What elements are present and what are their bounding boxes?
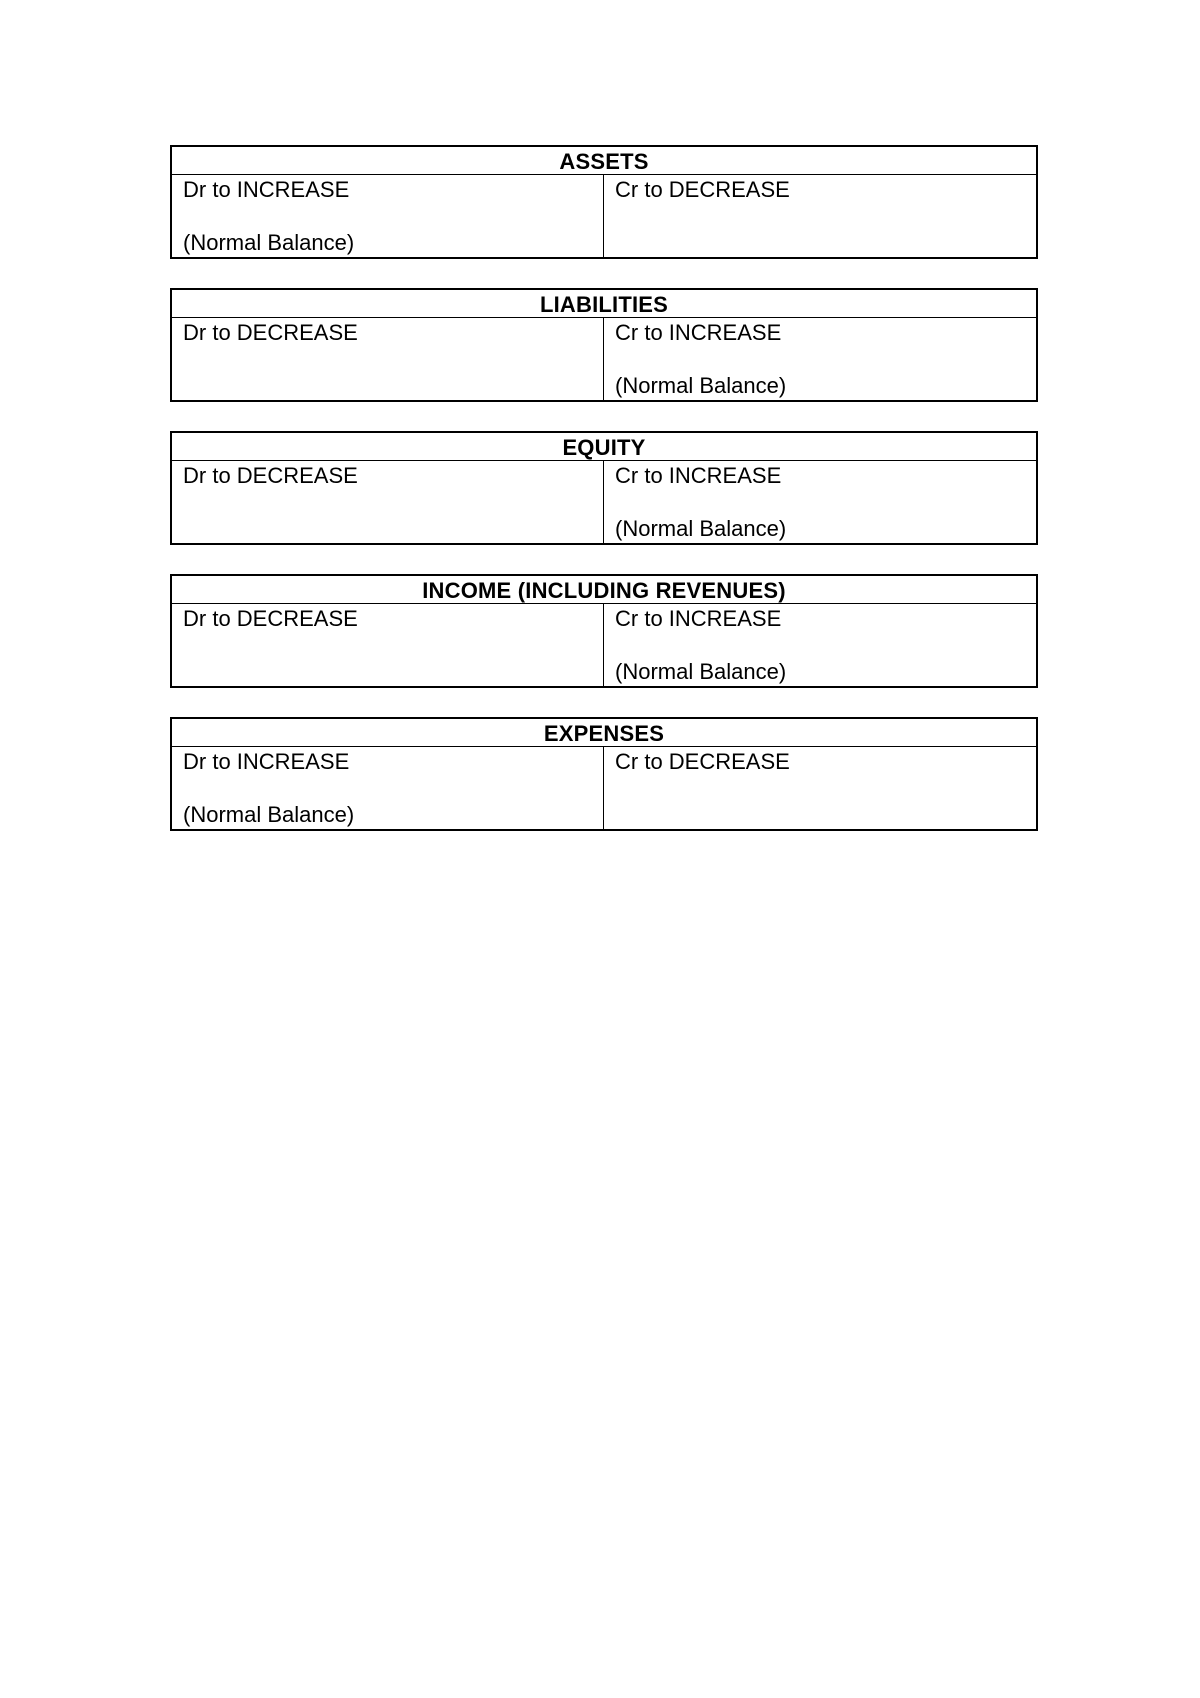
debit-rule: Dr to DECREASE: [183, 463, 358, 488]
account-body: [172, 461, 1036, 543]
credit-rule: Cr to DECREASE: [615, 749, 790, 774]
credit-column: [604, 604, 1036, 686]
account-title: LIABILITIES: [172, 290, 1036, 318]
credit-rule: Cr to INCREASE: [615, 606, 782, 631]
debit-column: [172, 175, 604, 257]
account-body: [172, 318, 1036, 400]
debit-column: [172, 747, 604, 829]
debit-rule: Dr to DECREASE: [183, 606, 358, 631]
account-table-income: [170, 574, 1038, 688]
credit-note: (Normal Balance): [615, 516, 787, 541]
account-title: ASSETS: [172, 147, 1036, 175]
account-body: [172, 747, 1036, 829]
credit-rule: Cr to INCREASE: [615, 463, 782, 488]
credit-note: (Normal Balance): [615, 659, 787, 684]
credit-rule: Cr to INCREASE: [615, 320, 782, 345]
debit-column: [172, 318, 604, 400]
account-title: EXPENSES: [172, 719, 1036, 747]
debit-note: (Normal Balance): [183, 802, 355, 827]
credit-column: [604, 318, 1036, 400]
account-table-equity: [170, 431, 1038, 545]
debit-column: [172, 461, 604, 543]
debit-note: (Normal Balance): [183, 230, 355, 255]
account-title: INCOME (INCLUDING REVENUES): [172, 576, 1036, 604]
debit-rule: Dr to INCREASE: [183, 749, 350, 774]
account-table-liabilities: [170, 288, 1038, 402]
account-table-assets: [170, 145, 1038, 259]
debit-rule: Dr to INCREASE: [183, 177, 350, 202]
account-body: [172, 604, 1036, 686]
credit-column: [604, 175, 1036, 257]
debit-rule: Dr to DECREASE: [183, 320, 358, 345]
credit-note: (Normal Balance): [615, 373, 787, 398]
credit-rule: Cr to DECREASE: [615, 177, 790, 202]
account-title: EQUITY: [172, 433, 1036, 461]
credit-column: [604, 461, 1036, 543]
account-table-expenses: [170, 717, 1038, 831]
credit-column: [604, 747, 1036, 829]
debit-column: [172, 604, 604, 686]
account-body: [172, 175, 1036, 257]
